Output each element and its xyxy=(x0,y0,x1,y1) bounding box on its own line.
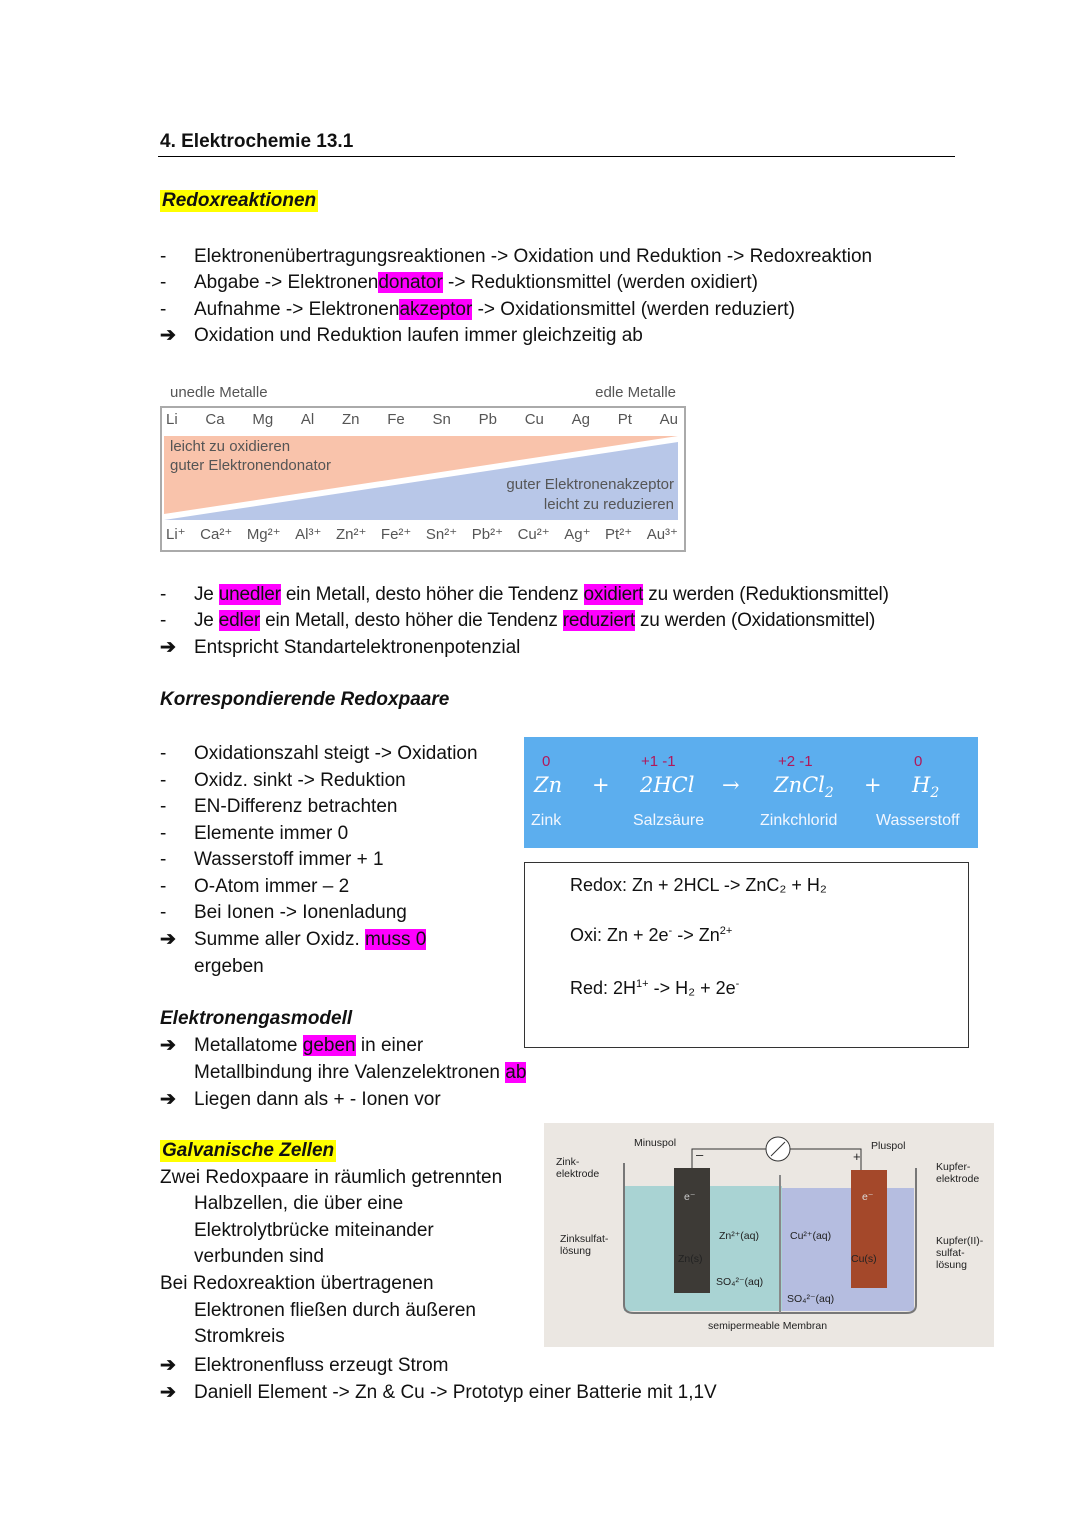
heading-galvanische-zellen: Galvanische Zellen xyxy=(162,1140,335,1161)
arrow-icon: ➔ xyxy=(160,325,176,346)
heading-redoxpaare: Korrespondierende Redoxpaare xyxy=(160,689,450,710)
arrow-icon: ➔ xyxy=(160,1355,176,1376)
ion-symbol: Pt²⁺ xyxy=(605,526,633,543)
element-row xyxy=(166,411,678,428)
arrow-line: ➔ Liegen dann als + - Ionen vor xyxy=(0,1087,1080,1113)
text-line: Bei Redoxreaktion übertragenen xyxy=(160,1273,434,1294)
bullet-line: - Elemente immer 0 xyxy=(160,822,349,844)
oxidation-equation: Oxi: $Zn + 2e^- -> Zn^{2+}$ xyxy=(570,925,733,945)
galvanic-cell-illustration: Minuspol Pluspol – + Zink- elektrode Kupfer- elektrode Zinksulfat- lösung Kupfer(II)- sulfat- lösung e⁻ e⁻ Zn²⁺(aq) Cu²⁺(aq) Zn(s) Cu(s) SO₄²⁻(aq) SO₄²⁻(aq) semipermeable Membran xyxy=(544,1123,994,1347)
element-symbol: Ca xyxy=(205,411,225,428)
highlight: donator xyxy=(378,272,443,293)
ion-row xyxy=(166,525,678,543)
arrow-icon: ➔ xyxy=(160,929,176,950)
highlight: akzeptor xyxy=(399,299,473,320)
element-symbol: Zn xyxy=(342,411,360,428)
label-edle-metalle: edle Metalle xyxy=(595,384,676,401)
element-symbol: Sn xyxy=(432,411,451,428)
element-symbol: Au xyxy=(659,411,678,428)
equation-panel: 0 +1 -1 +2 -1 0 Zn + 2HCl → ZnCl$_2$ + $H_2$ Zink Salzsäure Zinkchlorid Wasserstoff xyxy=(524,737,978,848)
arrow-line: ➔ Metallatome geben in einer xyxy=(0,1033,1080,1059)
arrow-icon: ➔ xyxy=(160,637,176,658)
ion-symbol: Au³⁺ xyxy=(646,526,678,543)
bullet-line: - Wasserstoff immer + 1 xyxy=(160,849,384,870)
bullet-line: - Oxidationszahl steigt -> Oxidation xyxy=(160,743,478,764)
arrow-line: ➔ Daniell Element -> Zn & Cu -> Prototyp einer Batterie mit 1,1V xyxy=(0,1380,1080,1406)
redox-equation: Redox: Zn + 2HCL -> ZnC₂ + H₂ xyxy=(570,875,827,895)
heading-elektronengasmodell: Elektronengasmodell xyxy=(160,1008,353,1029)
redox-equations-box xyxy=(524,862,969,1048)
ion-symbol: Ag⁺ xyxy=(564,526,591,543)
element-symbol: Ag xyxy=(571,411,590,428)
label-unedle-metalle: unedle Metalle xyxy=(170,384,268,401)
ion-symbol: Ca²⁺ xyxy=(200,526,233,543)
text-line: Elektrolytbrücke miteinander xyxy=(194,1220,434,1241)
label-akzeptor: guter Elektronenakzeptor xyxy=(506,476,674,493)
element-symbol: Cu xyxy=(524,411,544,428)
text-line: Zwei Redoxpaare in räumlich getrennten xyxy=(160,1167,503,1188)
ion-symbol: Zn²⁺ xyxy=(335,526,367,543)
ion-symbol: Pb²⁺ xyxy=(471,526,503,543)
element-symbol: Fe xyxy=(387,411,405,428)
bullet-line: - O-Atom immer – 2 xyxy=(160,875,350,897)
arrow-line: ➔ Oxidation und Reduktion laufen immer gleichzeitig ab xyxy=(0,323,1080,349)
ion-symbol: Li⁺ xyxy=(166,526,186,543)
arrow-icon: ➔ xyxy=(160,1035,176,1056)
ion-symbol: Fe²⁺ xyxy=(380,526,412,543)
ion-symbol: Mg²⁺ xyxy=(246,526,281,543)
text-line: Elektronen fließen durch äußeren xyxy=(194,1300,476,1321)
arrow-line: ➔ Summe aller Oxidz. muss 0 xyxy=(0,927,360,953)
bullet-line: - Elektronenübertragungsreaktionen -> Oxidation und Reduktion -> Redoxreaktion xyxy=(160,246,873,267)
title-divider xyxy=(158,156,955,157)
arrow-line: ➔ Elektronenfluss erzeugt Strom xyxy=(0,1353,1080,1379)
text-line: Halbzellen, die über eine xyxy=(194,1193,404,1214)
element-symbol: Pt xyxy=(617,411,632,428)
arrow-icon: ➔ xyxy=(160,1382,176,1403)
metal-reactivity-diagram xyxy=(158,384,686,552)
element-symbol: Mg xyxy=(252,411,274,428)
arrow-icon: ➔ xyxy=(160,1089,176,1110)
element-symbol: Pb xyxy=(478,411,497,428)
label-reduce: leicht zu reduzieren xyxy=(543,496,674,513)
arrow-line: ➔ Entspricht Standartelektronenpotenzial xyxy=(0,635,1080,661)
bullet-line: - Bei Ionen -> Ionenladung xyxy=(160,902,407,923)
bullet-line: - Abgabe -> Elektronendonator -> Reduktionsmittel (werden oxidiert) xyxy=(160,272,758,293)
text-line: verbunden sind xyxy=(194,1246,324,1267)
text-line: Metallbindung ihre Valenzelektronen ab xyxy=(194,1062,527,1083)
ion-symbol: Al³⁺ xyxy=(295,526,322,543)
label-oxidize: leicht zu oxidieren xyxy=(170,438,291,455)
ion-symbol: Sn²⁺ xyxy=(425,526,458,543)
page-title: 4. Elektrochemie 13.1 xyxy=(160,131,354,152)
text-line: Stromkreis xyxy=(194,1326,285,1347)
bullet-line: - EN-Differenz betrachten xyxy=(160,796,398,817)
bullet-line: - Oxidz. sinkt -> Reduktion xyxy=(160,769,406,791)
ion-symbol: Cu²⁺ xyxy=(517,526,550,543)
element-symbol: Al xyxy=(300,411,315,428)
heading-redoxreaktionen: Redoxreaktionen xyxy=(162,190,317,211)
bullet-line: - Je edler ein Metall, desto höher die Tendenz reduziert zu werden (Oxidationsmittel) xyxy=(160,610,876,631)
bullet-line: - Je unedler ein Metall, desto höher die Tendenz oxidiert zu werden (Reduktionsmittel) xyxy=(160,584,889,605)
reduction-equation: Red: $2H^{1+} -> H_2 + 2e^-$ xyxy=(570,978,740,998)
label-donator: guter Elektronendonator xyxy=(170,457,331,474)
text-line: ergeben xyxy=(194,956,264,977)
bullet-line: - Aufnahme -> Elektronenakzeptor -> Oxidationsmittel (werden reduziert) xyxy=(160,299,795,320)
element-symbol: Li xyxy=(166,411,178,428)
